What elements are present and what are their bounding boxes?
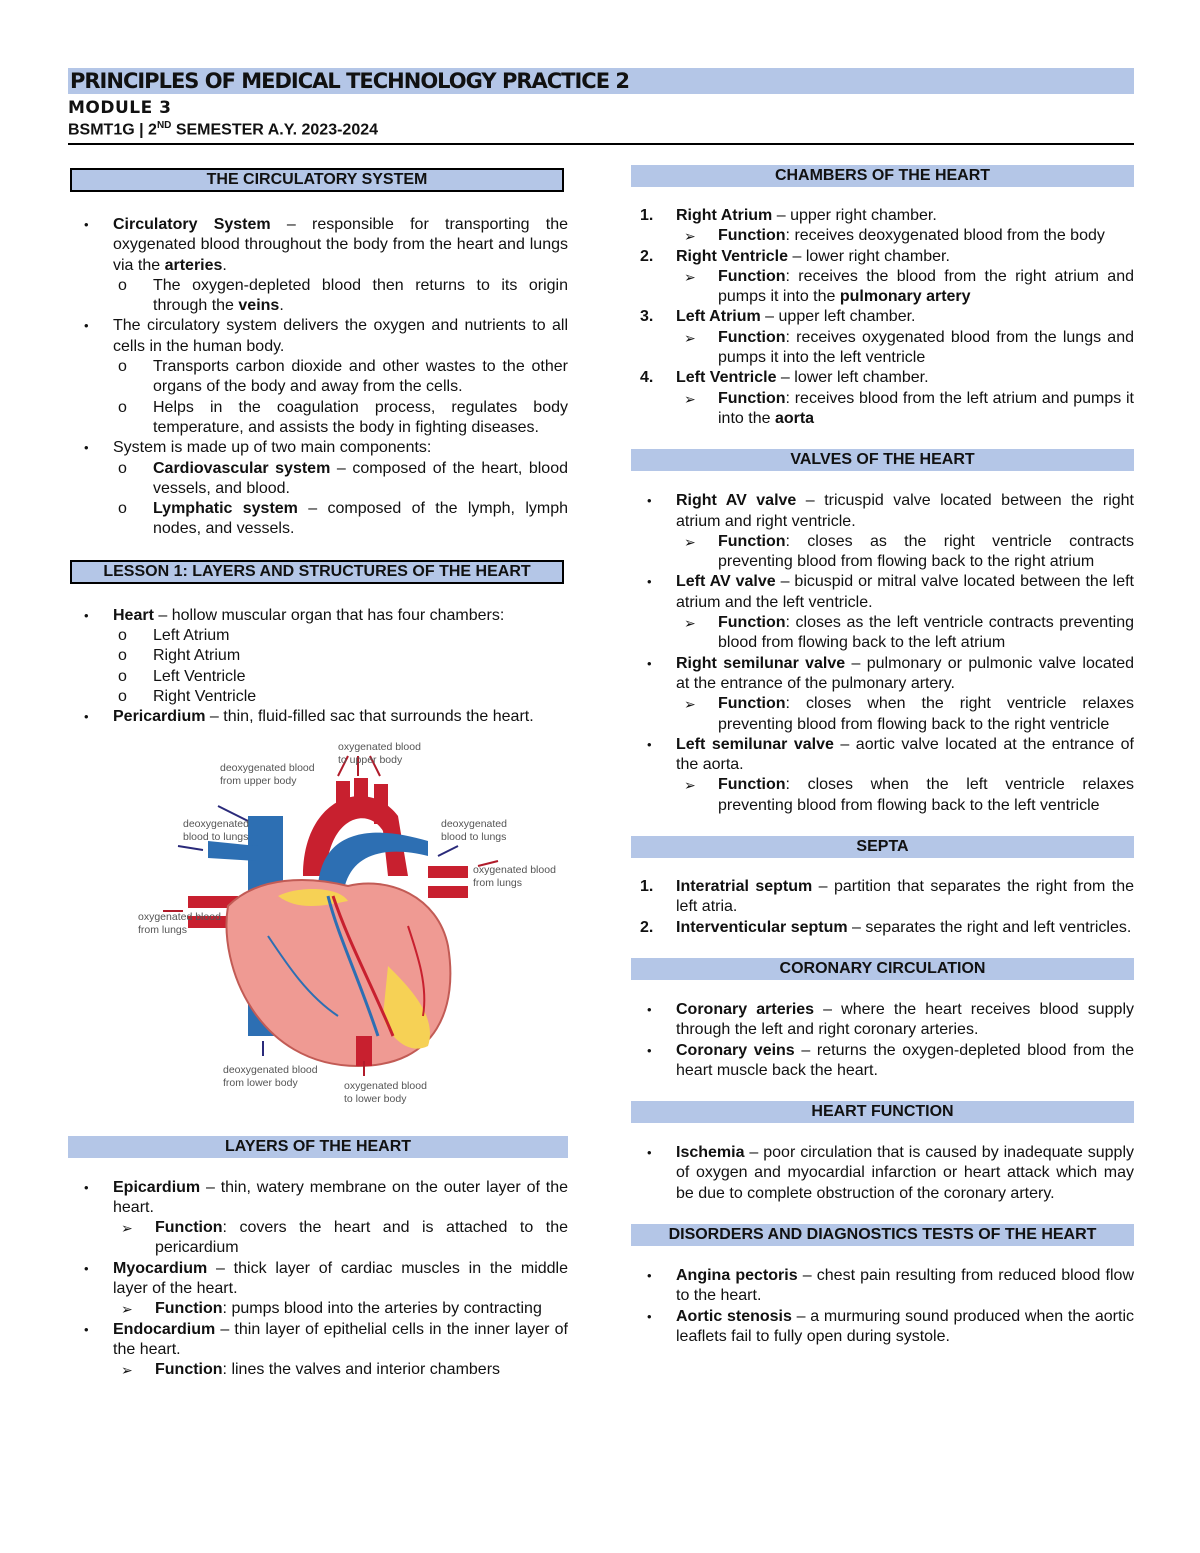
- text: – aortic valve located at the entrance of the aorta.: [676, 735, 1135, 774]
- term: aorta: [774, 409, 815, 427]
- arrow-bullet-icon: ➢: [684, 228, 696, 245]
- coronary-list: [631, 1000, 1134, 1081]
- list-item: [631, 226, 1134, 246]
- lesson1-heading: LESSON 1: LAYERS AND STRUCTURES OF THE HEART: [70, 560, 564, 584]
- bullet-icon: •: [84, 318, 89, 334]
- text: – thin, watery membrane on the outer layer of the heart.: [113, 1178, 568, 1216]
- bullet-icon: •: [647, 574, 652, 590]
- bullet-icon: •: [84, 1260, 89, 1276]
- heart-diagram: [108, 736, 556, 1116]
- list-item: [68, 1360, 568, 1380]
- term: veins: [238, 297, 280, 315]
- septa-list: [631, 877, 1134, 938]
- bullet-icon: •: [647, 736, 652, 752]
- text: : pumps blood into the arteries by contracting: [222, 1300, 542, 1318]
- term: Interventicular septum: [676, 918, 848, 936]
- term: Function: [718, 776, 786, 794]
- list-item: [68, 1178, 568, 1219]
- list-item: [631, 775, 1134, 816]
- list-item: [631, 389, 1134, 430]
- semester-sup: ND: [156, 120, 172, 131]
- list-item: [68, 707, 568, 727]
- semester-pre: BSMT1G | 2: [68, 121, 157, 139]
- text: Helps in the coagulation process, regulates body temperature, and assists the body in fighting diseases.: [153, 398, 568, 436]
- term: arteries: [164, 256, 223, 274]
- text: – bicuspid or mitral valve located between the left atrium and the left ventricle.: [676, 573, 1134, 611]
- list-item: [68, 687, 568, 707]
- term: Epicardium: [113, 1178, 201, 1196]
- document-title: PRINCIPLES OF MEDICAL TECHNOLOGY PRACTICE 2: [68, 68, 1134, 94]
- list-item: [631, 572, 1134, 613]
- number: 2.: [640, 918, 654, 936]
- text: : receives blood from the left atrium and pumps it into the: [718, 389, 1134, 427]
- heart-function-heading: HEART FUNCTION: [631, 1101, 1134, 1123]
- term: Function: [718, 328, 786, 346]
- heart-function-list: [631, 1143, 1134, 1204]
- list-item: [631, 532, 1134, 573]
- text: – responsible for transporting the oxygenated blood throughout the body from the heart and lungs via the: [113, 216, 568, 274]
- chambers-heading: CHAMBERS OF THE HEART: [631, 165, 1134, 187]
- list-item: [631, 694, 1134, 735]
- label-deox-upper: deoxygenated blood from upper body: [220, 761, 315, 787]
- left-column: [68, 168, 568, 1381]
- label-deox-lower: deoxygenated blood from lower body: [223, 1063, 318, 1089]
- text: – hollow muscular organ that has four chambers:: [153, 606, 505, 624]
- term: Function: [718, 227, 786, 245]
- text: Right Atrium: [153, 647, 241, 665]
- sub-bullet-icon: o: [118, 687, 127, 705]
- term: Myocardium: [113, 1259, 208, 1277]
- text: – composed of the lymph, lymph nodes, and vessels.: [153, 500, 569, 538]
- disorders-list: [631, 1266, 1134, 1347]
- text: Transports carbon dioxide and other wastes to the other organs of the body and away from the cells.: [153, 358, 568, 396]
- bullet-icon: •: [647, 1145, 652, 1161]
- label-ox-lower: oxygenated blood to lower body: [344, 1079, 427, 1105]
- list-item: [68, 1218, 568, 1259]
- term: Left Atrium: [676, 308, 761, 326]
- text: – chest pain resulting from reduced blood flow to the heart.: [676, 1266, 1135, 1305]
- text: : receives the blood from the right atrium and pumps it into the: [718, 267, 1134, 306]
- number: 3.: [640, 308, 654, 326]
- text: Left Atrium: [153, 627, 230, 645]
- valves-list: [631, 491, 1134, 816]
- arrow-bullet-icon: ➢: [121, 1362, 133, 1379]
- list-item: [68, 667, 568, 687]
- term: Angina pectoris: [676, 1266, 798, 1284]
- chambers-list: [631, 206, 1134, 429]
- text: – returns the oxygen-depleted blood from the heart muscle back the heart.: [676, 1041, 1134, 1079]
- semester-post: SEMESTER A.Y. 2023-2024: [171, 121, 379, 139]
- sub-bullet-icon: o: [118, 459, 127, 477]
- bullet-icon: •: [647, 1042, 652, 1058]
- text: – pulmonary or pulmonic valve located at the entrance of the pulmonary artery.: [676, 654, 1134, 692]
- term: Ischemia: [676, 1144, 745, 1162]
- term: Heart: [113, 606, 154, 624]
- term: Pericardium: [113, 708, 206, 726]
- list-item: [631, 247, 1134, 267]
- list-item: [68, 646, 568, 666]
- text: – upper right chamber.: [772, 207, 937, 224]
- text: – poor circulation that is caused by inadequate supply of oxygen and myocardial infarction or heart attack which may be due to complete obstruction of the coronary artery.: [676, 1144, 1134, 1202]
- number: 4.: [640, 369, 654, 387]
- text: .: [222, 256, 227, 274]
- text: – thick layer of cardiac muscles in the middle layer of the heart.: [113, 1259, 568, 1298]
- term: Function: [718, 695, 786, 713]
- text: – upper left chamber.: [760, 308, 916, 326]
- list-item: [631, 735, 1134, 776]
- text: : closes when the right ventricle relaxes preventing blood from flowing back to the right ventricle: [718, 695, 1134, 733]
- septa-heading: SEPTA: [631, 836, 1134, 858]
- text: – lower right chamber.: [788, 247, 950, 265]
- term: Function: [718, 267, 786, 285]
- layers-heading: LAYERS OF THE HEART: [68, 1136, 568, 1158]
- list-item: [631, 1143, 1134, 1204]
- circulatory-list: [68, 215, 568, 540]
- arrow-bullet-icon: ➢: [121, 1301, 133, 1318]
- term: Cardiovascular system: [153, 459, 331, 477]
- bullet-icon: •: [84, 217, 89, 232]
- page-header: [68, 68, 1134, 139]
- list-item: [631, 877, 1134, 918]
- list-item: [68, 438, 568, 458]
- arrow-bullet-icon: ➢: [684, 329, 696, 346]
- term: Left AV valve: [676, 573, 776, 591]
- text: Left Ventricle: [153, 667, 246, 685]
- list-item: [631, 307, 1134, 327]
- header-rule: [68, 143, 1134, 145]
- list-item: [631, 328, 1134, 369]
- bullet-icon: •: [84, 1321, 89, 1337]
- arrow-bullet-icon: ➢: [684, 615, 696, 632]
- sub-bullet-icon: o: [118, 667, 127, 685]
- valves-heading: VALVES OF THE HEART: [631, 449, 1134, 471]
- arrow-bullet-icon: ➢: [684, 533, 696, 550]
- list-item: [631, 654, 1134, 695]
- text: – thin layer of epithelial cells in the inner layer of the heart.: [113, 1320, 568, 1358]
- bullet-icon: •: [84, 607, 89, 623]
- label-ox-upper: oxygenated blood to upper body: [338, 740, 421, 766]
- arrow-bullet-icon: ➢: [684, 696, 696, 713]
- list-item: [631, 1000, 1134, 1041]
- list-item: [68, 1320, 568, 1361]
- text: .: [279, 297, 284, 315]
- bullet-icon: •: [647, 1308, 652, 1324]
- list-item: [631, 1266, 1134, 1307]
- sub-bullet-icon: o: [118, 358, 127, 376]
- term: Lymphatic system: [153, 500, 298, 518]
- term: pulmonary artery: [839, 288, 971, 306]
- bullet-icon: •: [84, 709, 89, 725]
- text: – a murmuring sound produced when the aortic leaflets fail to fully open during systole.: [676, 1307, 1135, 1345]
- arrow-bullet-icon: ➢: [684, 777, 696, 794]
- list-item: [68, 398, 568, 439]
- number: 1.: [640, 878, 654, 896]
- right-column: [631, 165, 1134, 1347]
- bullet-icon: •: [647, 1267, 652, 1283]
- bullet-icon: •: [647, 493, 652, 509]
- sub-bullet-icon: o: [118, 647, 127, 665]
- text: : receives deoxygenated blood from the body: [785, 227, 1105, 245]
- list-item: [68, 606, 568, 626]
- disorders-heading: DISORDERS AND DIAGNOSTICS TESTS OF THE HEART: [631, 1224, 1134, 1246]
- list-item: [631, 918, 1134, 938]
- text: Right Ventricle: [153, 687, 257, 705]
- text: – lower left chamber.: [776, 369, 929, 387]
- text: : closes as the right ventricle contracts preventing blood from flowing back to the right atrium: [718, 532, 1134, 571]
- text: – partition that separates the right from the left atria.: [676, 878, 1134, 916]
- label-ox-lungs-right: oxygenated blood from lungs: [473, 863, 556, 889]
- term: Function: [155, 1219, 223, 1237]
- bullet-icon: •: [647, 655, 652, 671]
- bullet-icon: •: [647, 1001, 652, 1017]
- semester-line: [68, 120, 1134, 139]
- term: Coronary veins: [676, 1041, 795, 1059]
- text: : receives oxygenated blood from the lungs and pumps it into the left ventricle: [718, 328, 1134, 367]
- sub-bullet-icon: o: [118, 398, 127, 416]
- list-item: [631, 613, 1134, 654]
- term: Right Atrium: [676, 207, 773, 224]
- list-item: [631, 267, 1134, 308]
- layers-list: [68, 1178, 568, 1381]
- coronary-heading: CORONARY CIRCULATION: [631, 958, 1134, 980]
- text: The oxygen-depleted blood then returns to its origin through the: [153, 276, 568, 315]
- list-item: [68, 357, 568, 398]
- list-item: [68, 1299, 568, 1319]
- list-item: [68, 1259, 568, 1300]
- text: : lines the valves and interior chambers: [222, 1361, 501, 1379]
- text: : closes as the left ventricle contracts preventing blood from flowing back to the left atrium: [718, 614, 1134, 652]
- term: Function: [718, 389, 786, 407]
- text: – where the heart receives blood supply through the left and right coronary arteries.: [676, 1000, 1135, 1039]
- module-label: MODULE 3: [68, 98, 172, 118]
- bullet-icon: •: [84, 440, 89, 456]
- list-item: [631, 368, 1134, 388]
- text: : closes when the left ventricle relaxes preventing blood from flowing back to the left ventricle: [718, 776, 1134, 814]
- text: – tricuspid valve located between the right atrium and right ventricle.: [676, 492, 1134, 530]
- number: 1.: [640, 207, 654, 224]
- term: Right semilunar valve: [676, 654, 846, 672]
- term: Endocardium: [113, 1320, 216, 1338]
- list-item: [631, 1041, 1134, 1082]
- term: Coronary arteries: [676, 1000, 815, 1018]
- term: Function: [155, 1300, 223, 1318]
- list-item: [631, 491, 1134, 532]
- list-item: [68, 316, 568, 357]
- term: Right Ventricle: [676, 247, 789, 265]
- text: The circulatory system delivers the oxygen and nutrients to all cells in the human body.: [113, 317, 568, 355]
- lesson1-list: [68, 606, 568, 728]
- term: Interatrial septum: [676, 878, 813, 896]
- term: Right AV valve: [676, 492, 797, 510]
- term: Circulatory System: [113, 216, 271, 233]
- list-item: [631, 1307, 1134, 1348]
- list-item: [68, 276, 568, 317]
- term: Function: [155, 1361, 223, 1379]
- arrow-bullet-icon: ➢: [121, 1220, 133, 1237]
- label-deox-lungs-right: deoxygenated blood to lungs: [441, 817, 507, 843]
- text: – composed of the heart, blood vessels, and blood.: [153, 459, 568, 497]
- term: Function: [718, 614, 786, 632]
- term: Function: [718, 532, 786, 550]
- arrow-bullet-icon: ➢: [684, 390, 696, 407]
- term: Left Ventricle: [676, 369, 777, 387]
- text: – separates the right and left ventricles.: [847, 918, 1132, 936]
- label-ox-lungs-left: oxygenated blood from lungs: [138, 910, 221, 936]
- list-item: [68, 626, 568, 646]
- list-item: [68, 459, 568, 500]
- sub-bullet-icon: o: [118, 627, 127, 645]
- number: 2.: [640, 247, 654, 265]
- text: System is made up of two main components:: [113, 439, 432, 457]
- bullet-icon: •: [84, 1179, 89, 1195]
- text: : covers the heart and is attached to the pericardium: [155, 1219, 568, 1257]
- sub-bullet-icon: o: [118, 500, 127, 518]
- list-item: [68, 215, 568, 276]
- arrow-bullet-icon: ➢: [684, 268, 696, 285]
- text: – thin, fluid-filled sac that surrounds the heart.: [205, 708, 534, 726]
- term: Aortic stenosis: [676, 1307, 792, 1325]
- list-item: [68, 499, 568, 540]
- term: Left semilunar valve: [676, 735, 834, 753]
- circulatory-heading: THE CIRCULATORY SYSTEM: [70, 168, 564, 192]
- list-item: [631, 206, 1134, 226]
- sub-bullet-icon: o: [118, 276, 127, 294]
- label-deox-lungs-left: deoxygenated blood to lungs: [183, 817, 249, 843]
